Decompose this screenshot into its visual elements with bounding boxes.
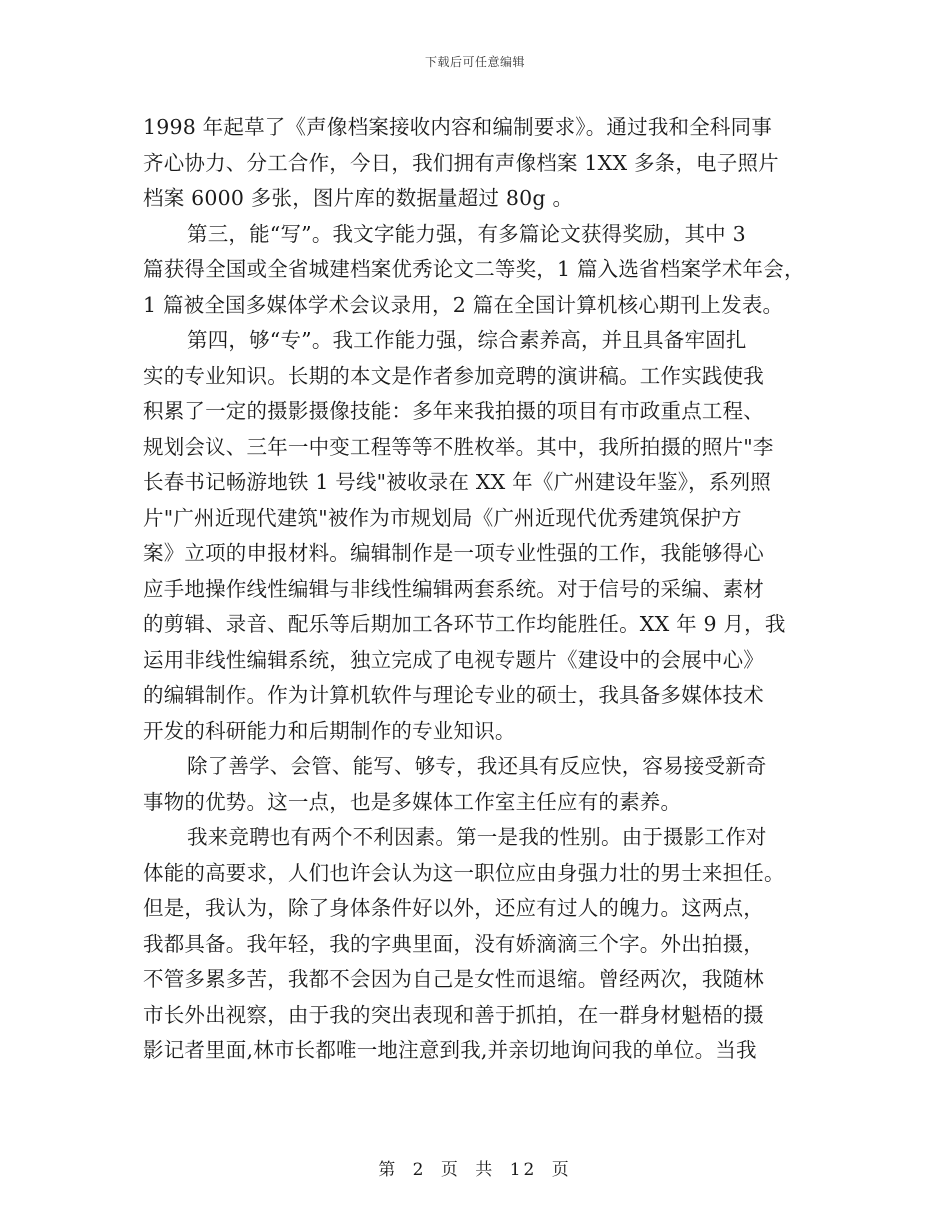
page-header: 下载后可任意编辑: [424, 55, 525, 69]
text-line: 1 篇被全国多媒体学术会议录用，2 篇在全国计算机核心期刊上发表。: [143, 292, 784, 317]
text-line: 档案 6000 多张，图片库的数据量超过 80g 。: [143, 186, 574, 210]
text-line: 规划会议、三年一中变工程等等不胜枚举。其中，我所拍摄的照片"李: [143, 434, 774, 459]
text-line: 影记者里面,林市长都唯一地注意到我,并亲切地询问我的单位。当我: [143, 1038, 757, 1062]
text-line: 应手地操作线性编辑与非线性编辑两套系统。对于信号的采编、素材: [143, 576, 764, 601]
text-line: 积累了一定的摄影摄像技能：多年来我拍摄的项目有市政重点工程、: [143, 399, 764, 423]
text-line: 事物的优势。这一点，也是多媒体工作室主任应有的素养。: [143, 789, 682, 814]
document-body: [143, 110, 833, 1069]
text-line: 实的专业知识。长期的本文是作者参加竞聘的演讲稿。工作实践使我: [143, 363, 764, 388]
text-line: 但是，我认为，除了身体条件好以外，还应有过人的魄力。这两点，: [143, 896, 764, 920]
paragraph-start-line: 第三，能“写”。我文字能力强，有多篇论文获得奖励，其中 3: [187, 221, 746, 246]
paragraph-start-line: 我来竞聘也有两个不利因素。第一是我的性别。由于摄影工作对: [187, 825, 767, 849]
text-line: 不管多累多苦，我都不会因为自己是女性而退缩。曾经两次，我随林: [143, 967, 764, 991]
text-line: 篇获得全国或全省城建档案优秀论文二等奖，1 篇入选省档案学术年会，: [143, 257, 805, 281]
text-line: 片"广州近现代建筑"被作为市规划局《广州近现代优秀建筑保护方: [143, 505, 742, 530]
text-line: 市长外出视察，由于我的突出表现和善于抓拍，在一群身材魁梧的摄: [143, 1002, 764, 1027]
page-footer: 第 2 页 共 12 页: [378, 1160, 572, 1180]
text-line: 1998 年起草了《声像档案接收内容和编制要求》。通过我和全科同事: [143, 115, 773, 139]
text-line: 开发的科研能力和后期制作的专业知识。: [143, 718, 516, 743]
paragraph-start-line: 第四，够“专”。我工作能力强，综合素养高，并且具备牢固扎: [187, 328, 747, 352]
text-line: 长春书记畅游地铁 1 号线"被收录在 XX 年《广州建设年鉴》，系列照: [143, 470, 771, 494]
text-line: 案》立项的申报材料。编辑制作是一项专业性强的工作，我能够得心: [143, 541, 764, 565]
text-line: 我都具备。我年轻，我的字典里面，没有娇滴滴三个字。外出拍摄，: [143, 931, 764, 956]
text-line: 体能的高要求，人们也许会认为这一职位应由身强力壮的男士来担任。: [143, 860, 785, 885]
text-line: 齐心协力、分工合作，今日，我们拥有声像档案 1XX 多条，电子照片: [143, 150, 779, 175]
text-line: 的编辑制作。作为计算机软件与理论专业的硕士，我具备多媒体技术: [143, 683, 764, 707]
text-line: 运用非线性编辑系统，独立完成了电视专题片《建设中的会展中心》: [143, 647, 764, 672]
text-line: 的剪辑、录音、配乐等后期加工各环节工作均能胜任。XX 年 9 月，我: [143, 612, 786, 636]
paragraph-start-line: 除了善学、会管、能写、够专，我还具有反应快，容易接受新奇: [187, 754, 767, 778]
